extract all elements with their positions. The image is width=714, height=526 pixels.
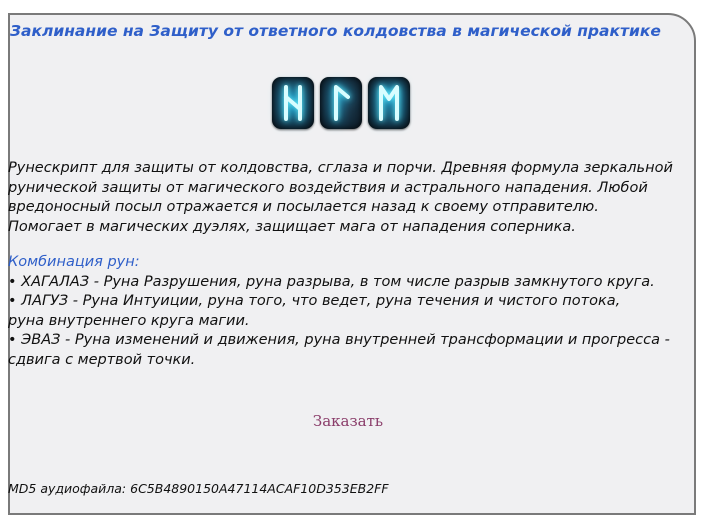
description-line: рунической защиты от магического воздействия и астрального нападения. Любой xyxy=(8,179,648,196)
ehwaz-rune-icon xyxy=(368,77,410,129)
order-link[interactable]: Заказать xyxy=(312,412,384,430)
combination-line: • ЛАГУЗ - Руна Интуиции, руна того, что ведет, руна течения и чистого потока, xyxy=(8,293,621,309)
md5-hash: MD5 аудиофайла: 6C5B4890150A47114ACAF10D353EB2FF xyxy=(8,481,389,496)
combination-line: • ХАГАЛАЗ - Руна Разрушения, руна разрыва, в том числе разрыв замкнутого круга. xyxy=(8,273,655,290)
combination-line: • ЭВАЗ - Руна изменений и движения, руна внутренней трансформации и прогресса - xyxy=(8,332,670,348)
description-line: вредоносный посыл отражается и посылается назад к своему отправителю. xyxy=(8,199,599,215)
combination-line: руна внутреннего круга магии. xyxy=(8,312,250,329)
combination-heading: Комбинация рун: xyxy=(8,254,140,270)
laguz-rune-icon xyxy=(320,77,362,129)
rune-combination xyxy=(8,253,692,370)
combination-line: сдвига с мертвой точки. xyxy=(8,351,196,368)
description-line: Рунескрипт для защиты от колдовства, сглаза и порчи. Древняя формула зеркальной xyxy=(8,160,673,176)
rune-images xyxy=(272,74,410,132)
description-line: Помогает в магических дуэлях, защищает мага от нападения соперника. xyxy=(8,218,576,235)
hagalaz-rune-icon xyxy=(272,77,314,129)
description xyxy=(8,159,692,237)
page-title: Заклинание на Защиту от ответного колдовства в магической практике xyxy=(10,22,661,40)
